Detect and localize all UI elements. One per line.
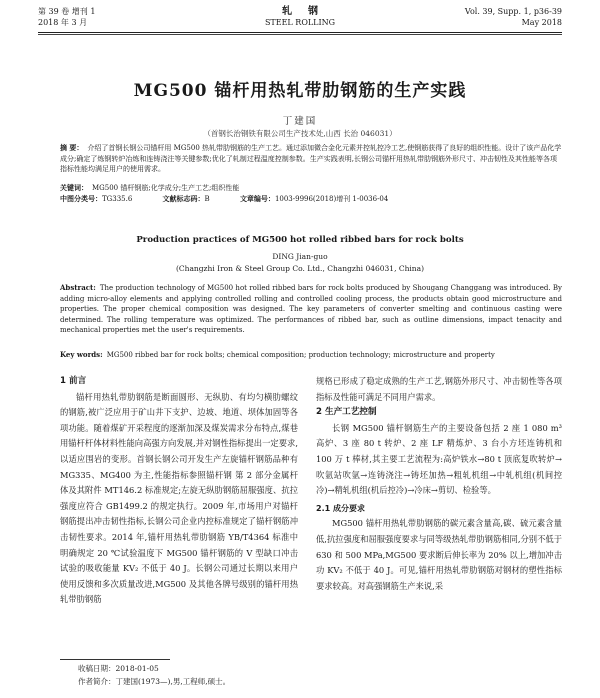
- author-bio-text: 丁建国(1973—),男,工程师,硕士。: [115, 677, 231, 686]
- author-bio-label: 作者简介：: [78, 677, 116, 686]
- keywords-en: [60, 350, 562, 361]
- received-label: 收稿日期：: [78, 664, 116, 673]
- paragraph-process: 长钢 MG500 锚杆钢筋生产的主要设备包括 2 座 1 080 m³ 高炉、3 座 80 t 转炉、2 座 LF 精炼炉、3 台小方坯连铸机和 100 万 t 棒材,其主要工艺流程为:高炉铁水→80 t 顶底复吹转炉→吹氩站吹氩→连铸浇注→铸坯加热→粗轧机组→中轧机组(机间控冷)→精轧机组(机后控冷)→冷床→剪切、检验等。: [316, 422, 562, 496]
- keywords-text-en: MG500 ribbed bar for rock bolts; chemical composition; production technology; microstructure and property: [106, 351, 495, 359]
- paragraph-composition: MG500 锚杆用热轧带肋钢筋的碳元素含量高,碳、硫元素含量低,抗拉强度和屈服强度要求与同等级热轧带肋钢筋相同,分别不低于 630 和 500 MPa,MG500 要求断后伸长率为 20% 以上,增加冲击功 KV₂ 不低于 40 J。可见,锚杆用热轧带肋钢筋对钢材的塑性指标要求较高。对高强钢筋生产来说,采: [316, 518, 562, 591]
- abstract-label-en: Abstract:: [60, 283, 96, 292]
- article-id-value: 1003-9996(2018)增刊 1-0036-04: [274, 195, 389, 203]
- running-header-right: [465, 6, 562, 28]
- keywords-cn: [60, 183, 562, 194]
- doc-code-label: 文献标志码：: [162, 194, 205, 203]
- article-id-label: 文章编号：: [239, 194, 275, 203]
- doc-code-value: B: [204, 195, 210, 203]
- affiliation-cn: （首钢长治钢铁有限公司生产技术处,山西 长治 046031）: [203, 129, 397, 138]
- author-name-en: DING Jian-guo: [272, 252, 328, 261]
- publication-date: 2018 年 3 月: [38, 18, 88, 27]
- author-name-cn: 丁建国: [282, 116, 318, 127]
- clc-value: TG335.6: [102, 195, 133, 203]
- article-title-en: Production practices of MG500 hot rolled ribbed bars for rock bolts: [136, 235, 464, 245]
- section-heading-process: 2 生产工艺控制: [316, 407, 377, 418]
- abstract-cn: [60, 143, 562, 175]
- body-column-right: [316, 374, 562, 594]
- header-rule-thin: [38, 34, 562, 35]
- paragraph-introduction: 锚杆用热轧带肋钢筋是断面圆形、无纵肋、有均匀横肋螺纹的钢筋,被广泛应用于矿山井下支护、边坡、地道、坝体加固等各项功能。随着煤矿开采程度的逐渐加深及煤炭需求分布特点,煤巷用锚杆杆体材料性能向高强方向发展,并对钢性指标提出一定要求,以适应围岩的变形。首钢长钢公司开发生产左旋锚杆钢筋品种有 MG335、MG400 为主,性能指标参照锚杆钢 第 2 部分金属杆体及其附件 MT146.2 标准规定;左旋无纵肋钢筋屈服强度、抗拉强度应符合 GB1499.2 的规定执行。2009 年,市场用户对锚杆钢筋提出冲击韧性指标,长钢公司企业内控标准规定了锚杆钢筋冲击韧性要求。2014 年,锚杆用热轧带肋钢筋 YB/T4364 标准中明确规定 20 ℃试验温度下 MG500 锚杆钢筋的 V 型缺口冲击试验的吸收能量 KV₂ 不低于 40 J。长钢公司通过长期以来用户使用反馈和多次质量改进,MG500 及其他各牌号级别的锚杆用热轧带肋钢筋: [60, 391, 298, 605]
- received-date: 2018-01-05: [115, 664, 159, 673]
- article-title-cn: MG500 锚杆用热轧带肋钢筋的生产实践: [133, 81, 467, 101]
- abstract-text-cn: 介绍了首钢长钢公司锚杆用 MG500 热轧带肋钢筋的生产工艺。通过添加微合金化元素并控轧控冷工艺,使钢筋获得了良好的组织性能。设计了该产品化学成分;确定了炼钢转炉冶炼和连铸浇注等关键参数;优化了轧制过程温度控制参数。生产实践表明,长钢公司锚杆用热轧带肋钢筋外形尺寸、冲击韧性及其性能等各项指标性能均满足用户的使用需求。: [60, 144, 562, 173]
- footnote-rule: [60, 659, 170, 660]
- journal-name-en: STEEL ROLLING: [264, 18, 336, 27]
- body-column-left: [60, 374, 298, 608]
- header-rule: [38, 32, 562, 33]
- classification-line: [60, 194, 562, 205]
- affiliation-en: (Changzhi Iron & Steel Group Co. Ltd., Changzhi 046031, China): [175, 264, 425, 273]
- journal-name-cn: 轧钢: [282, 6, 334, 17]
- publication-date-en: May 2018: [521, 18, 562, 27]
- clc-label: 中图分类号：: [60, 194, 102, 203]
- section-heading-introduction: 1 前言: [60, 376, 87, 386]
- footnote-author-bio: [78, 676, 230, 687]
- paragraph-introduction-continued: 规格已形成了稳定成熟的生产工艺,钢筋外形尺寸、冲击韧性等各项指标及性能可满足不同用户需求。: [316, 376, 562, 402]
- volume-issue: 第 39 卷 增刊 1: [38, 7, 96, 16]
- keywords-text-cn: MG500 锚杆钢筋;化学成分;生产工艺;组织性能: [92, 184, 240, 192]
- subsection-heading-composition: 2.1 成分要求: [316, 503, 365, 513]
- keywords-label-en: Key words:: [60, 350, 103, 359]
- abstract-en: [60, 283, 562, 336]
- keywords-label-cn: 关键词：: [60, 183, 88, 192]
- abstract-label-cn: 摘 要：: [60, 143, 84, 152]
- footnote-received: [78, 663, 159, 674]
- abstract-text-en: The production technology of MG500 hot rolled ribbed bars for rock bolts produced by Shougang Changgang was introduced. By adding micro-alloy elements and applying controlled rolling and controlled cooling process, the products obtain good microstructure and properties. The proper chemical composition was designed. The key parameters of converter smelting and continuous casting were determined. The rolling temperature was optimized. The performances of ribbed bar, such as outline dimensions, impact tenacity and mechanical properties met the user's requirements.: [60, 284, 562, 334]
- volume-pages: Vol. 39, Supp. 1, p36-39: [464, 7, 562, 16]
